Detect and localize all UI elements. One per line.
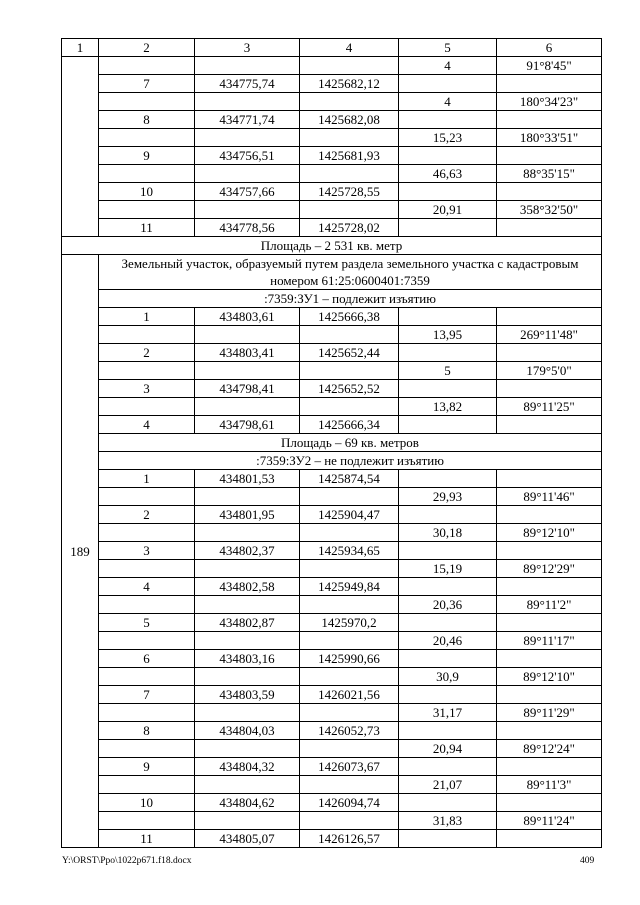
table-row (62, 416, 602, 434)
coord-y: 1425681,93 (300, 147, 399, 165)
distance: 30,18 (399, 524, 497, 542)
coord-y (300, 57, 399, 75)
table-row (62, 201, 602, 219)
table-row (62, 434, 602, 452)
distance: 29,93 (399, 488, 497, 506)
table-row (62, 147, 602, 165)
header-cell: 5 (399, 39, 497, 57)
coord-y (300, 326, 399, 344)
angle-cell (497, 344, 602, 362)
distance-cell (399, 650, 497, 668)
table-row (62, 722, 602, 740)
coord-x (195, 488, 300, 506)
direction-angle: 358°32'50" (497, 201, 602, 219)
header-cell: 3 (195, 39, 300, 57)
table-row (62, 704, 602, 722)
point-number: 4 (99, 416, 195, 434)
distance-cell (399, 794, 497, 812)
table-row (62, 165, 602, 183)
coord-x (195, 812, 300, 830)
table-row (62, 93, 602, 111)
header-cell: 1 (62, 39, 99, 57)
table-row (62, 129, 602, 147)
coord-y: 1425990,66 (300, 650, 399, 668)
table-row (62, 758, 602, 776)
point-number (99, 812, 195, 830)
table-row (62, 812, 602, 830)
distance: 5 (399, 362, 497, 380)
table-row (62, 219, 602, 237)
distance-cell (399, 686, 497, 704)
point-number: 11 (99, 830, 195, 848)
coord-x (195, 704, 300, 722)
angle-cell (497, 470, 602, 488)
direction-angle: 89°12'10" (497, 668, 602, 686)
coord-x: 434798,41 (195, 380, 300, 398)
distance: 13,95 (399, 326, 497, 344)
direction-angle: 269°11'48" (497, 326, 602, 344)
table-row (62, 183, 602, 201)
point-number (99, 93, 195, 111)
coord-y: 1425682,08 (300, 111, 399, 129)
distance-cell (399, 344, 497, 362)
table-row (62, 75, 602, 93)
table-row (62, 111, 602, 129)
table-row (62, 650, 602, 668)
table-row (62, 776, 602, 794)
point-number: 1 (99, 470, 195, 488)
coord-y: 1425904,47 (300, 506, 399, 524)
coord-y: 1425970,2 (300, 614, 399, 632)
distance: 13,82 (399, 398, 497, 416)
distance-cell (399, 758, 497, 776)
distance: 20,91 (399, 201, 497, 219)
direction-angle: 89°11'46" (497, 488, 602, 506)
distance-cell (399, 722, 497, 740)
table-row (62, 560, 602, 578)
coordinates-table (61, 38, 602, 848)
coord-y (300, 632, 399, 650)
coord-x (195, 560, 300, 578)
coord-x (195, 57, 300, 75)
angle-cell (497, 542, 602, 560)
direction-angle: 89°11'25" (497, 398, 602, 416)
subplot-title: :7359:ЗУ1 – подлежит изъятию (99, 290, 602, 308)
angle-cell (497, 758, 602, 776)
coord-x: 434801,95 (195, 506, 300, 524)
point-number (99, 740, 195, 758)
coord-y (300, 488, 399, 506)
coord-x: 434804,62 (195, 794, 300, 812)
distance: 31,83 (399, 812, 497, 830)
distance: 15,23 (399, 129, 497, 147)
header-cell: 2 (99, 39, 195, 57)
angle-cell (497, 614, 602, 632)
direction-angle: 89°11'29" (497, 704, 602, 722)
point-number: 11 (99, 219, 195, 237)
distance-cell (399, 830, 497, 848)
table-row (62, 326, 602, 344)
coord-x (195, 776, 300, 794)
coord-x: 434803,41 (195, 344, 300, 362)
point-number: 8 (99, 722, 195, 740)
coord-x: 434804,32 (195, 758, 300, 776)
entry-number-cell (62, 57, 99, 237)
point-number (99, 668, 195, 686)
table-row (62, 470, 602, 488)
point-number (99, 165, 195, 183)
point-number (99, 57, 195, 75)
coord-y (300, 704, 399, 722)
angle-cell (497, 111, 602, 129)
distance-cell (399, 614, 497, 632)
coord-x (195, 326, 300, 344)
table-row (62, 524, 602, 542)
direction-angle: 89°11'24" (497, 812, 602, 830)
point-number: 3 (99, 542, 195, 560)
coord-y: 1426052,73 (300, 722, 399, 740)
coord-y (300, 740, 399, 758)
table-row (62, 668, 602, 686)
angle-cell (497, 416, 602, 434)
direction-angle: 89°11'17" (497, 632, 602, 650)
coord-y: 1425666,34 (300, 416, 399, 434)
distance-cell (399, 183, 497, 201)
point-number: 2 (99, 506, 195, 524)
coord-y: 1425874,54 (300, 470, 399, 488)
table-row (62, 542, 602, 560)
point-number (99, 632, 195, 650)
coord-x: 434798,61 (195, 416, 300, 434)
coord-x (195, 524, 300, 542)
angle-cell (497, 219, 602, 237)
angle-cell (497, 183, 602, 201)
coord-x: 434802,58 (195, 578, 300, 596)
coord-x: 434803,59 (195, 686, 300, 704)
angle-cell (497, 308, 602, 326)
coord-x: 434775,74 (195, 75, 300, 93)
angle-cell (497, 794, 602, 812)
distance-cell (399, 111, 497, 129)
angle-cell (497, 686, 602, 704)
distance: 20,94 (399, 740, 497, 758)
coord-x: 434802,87 (195, 614, 300, 632)
coord-y: 1425682,12 (300, 75, 399, 93)
angle-cell (497, 830, 602, 848)
coord-y (300, 398, 399, 416)
page-number: 409 (580, 856, 595, 866)
table-row (62, 308, 602, 326)
point-number (99, 596, 195, 614)
distance: 4 (399, 93, 497, 111)
entry-title: Земельный участок, образуемый путем раздела земельного участка с кадастровым номером 61:25:0600401:7359 (99, 255, 602, 290)
distance: 30,9 (399, 668, 497, 686)
point-number (99, 776, 195, 794)
distance-cell (399, 506, 497, 524)
point-number (99, 129, 195, 147)
angle-cell (497, 650, 602, 668)
point-number (99, 398, 195, 416)
distance: 15,19 (399, 560, 497, 578)
coord-y (300, 524, 399, 542)
coord-y (300, 812, 399, 830)
distance-cell (399, 147, 497, 165)
coord-x (195, 165, 300, 183)
point-number: 6 (99, 650, 195, 668)
direction-angle: 89°11'3" (497, 776, 602, 794)
coord-x: 434801,53 (195, 470, 300, 488)
table-row (62, 686, 602, 704)
direction-angle: 89°11'2" (497, 596, 602, 614)
subplot-title: :7359:ЗУ2 – не подлежит изъятию (99, 452, 602, 470)
angle-cell (497, 578, 602, 596)
distance: 31,17 (399, 704, 497, 722)
table-row (62, 632, 602, 650)
table-row (62, 614, 602, 632)
point-number: 9 (99, 758, 195, 776)
distance-cell (399, 75, 497, 93)
coord-x (195, 740, 300, 758)
point-number: 9 (99, 147, 195, 165)
header-cell: 6 (497, 39, 602, 57)
point-number: 7 (99, 75, 195, 93)
header-row (62, 39, 602, 57)
coord-y (300, 668, 399, 686)
coord-y (300, 596, 399, 614)
coord-y (300, 560, 399, 578)
point-number (99, 524, 195, 542)
coord-y: 1425728,02 (300, 219, 399, 237)
coord-y: 1425652,44 (300, 344, 399, 362)
coord-y: 1425934,65 (300, 542, 399, 560)
table-row (62, 452, 602, 470)
table-row (62, 488, 602, 506)
direction-angle: 89°12'29" (497, 560, 602, 578)
direction-angle: 180°33'51" (497, 129, 602, 147)
direction-angle: 88°35'15" (497, 165, 602, 183)
coord-x (195, 93, 300, 111)
table-row (62, 344, 602, 362)
table-row (62, 740, 602, 758)
distance-cell (399, 542, 497, 560)
footer-file-path: Y:\ORST\Ppo\1022p671.f18.docx (62, 856, 192, 866)
angle-cell (497, 506, 602, 524)
point-number (99, 488, 195, 506)
coord-x: 434757,66 (195, 183, 300, 201)
table-row (62, 506, 602, 524)
coord-x: 434803,16 (195, 650, 300, 668)
distance: 20,36 (399, 596, 497, 614)
header-cell: 4 (300, 39, 399, 57)
coord-y: 1426126,57 (300, 830, 399, 848)
point-number: 5 (99, 614, 195, 632)
table-row (62, 596, 602, 614)
distance-cell (399, 416, 497, 434)
angle-cell (497, 75, 602, 93)
point-number (99, 362, 195, 380)
coord-x (195, 632, 300, 650)
coord-y: 1426073,67 (300, 758, 399, 776)
area-summary: Площадь – 69 кв. метров (99, 434, 602, 452)
coord-y: 1425728,55 (300, 183, 399, 201)
coord-x: 434804,03 (195, 722, 300, 740)
distance-cell (399, 470, 497, 488)
distance: 4 (399, 57, 497, 75)
coord-x: 434803,61 (195, 308, 300, 326)
table-row (62, 255, 602, 290)
point-number: 10 (99, 794, 195, 812)
table-row (62, 57, 602, 75)
area-summary: Площадь – 2 531 кв. метр (62, 237, 602, 255)
point-number: 7 (99, 686, 195, 704)
direction-angle: 91°8'45" (497, 57, 602, 75)
coord-x (195, 596, 300, 614)
point-number (99, 201, 195, 219)
distance: 46,63 (399, 165, 497, 183)
distance: 20,46 (399, 632, 497, 650)
distance-cell (399, 380, 497, 398)
table-row (62, 380, 602, 398)
point-number: 10 (99, 183, 195, 201)
coord-x (195, 362, 300, 380)
point-number (99, 560, 195, 578)
point-number: 2 (99, 344, 195, 362)
point-number (99, 326, 195, 344)
coord-x (195, 398, 300, 416)
coord-y: 1426094,74 (300, 794, 399, 812)
direction-angle: 180°34'23" (497, 93, 602, 111)
table-row (62, 362, 602, 380)
table-row (62, 794, 602, 812)
coord-y: 1425652,52 (300, 380, 399, 398)
coord-y: 1425949,84 (300, 578, 399, 596)
coord-x (195, 668, 300, 686)
angle-cell (497, 147, 602, 165)
point-number: 8 (99, 111, 195, 129)
coord-x (195, 201, 300, 219)
coord-x: 434756,51 (195, 147, 300, 165)
coord-x: 434771,74 (195, 111, 300, 129)
point-number: 1 (99, 308, 195, 326)
coord-y (300, 201, 399, 219)
coord-x: 434805,07 (195, 830, 300, 848)
point-number: 4 (99, 578, 195, 596)
coord-x: 434802,37 (195, 542, 300, 560)
coord-y: 1425666,38 (300, 308, 399, 326)
distance-cell (399, 219, 497, 237)
entry-number: 189 (62, 255, 99, 848)
direction-angle: 89°12'10" (497, 524, 602, 542)
table-row (62, 578, 602, 596)
coord-y (300, 93, 399, 111)
table-row (62, 830, 602, 848)
coord-y (300, 362, 399, 380)
point-number: 3 (99, 380, 195, 398)
point-number (99, 704, 195, 722)
distance-cell (399, 578, 497, 596)
direction-angle: 89°12'24" (497, 740, 602, 758)
direction-angle: 179°5'0" (497, 362, 602, 380)
table-row (62, 290, 602, 308)
coord-y (300, 165, 399, 183)
table-row (62, 398, 602, 416)
table-row (62, 237, 602, 255)
coord-x (195, 129, 300, 147)
coord-x: 434778,56 (195, 219, 300, 237)
distance-cell (399, 308, 497, 326)
distance: 21,07 (399, 776, 497, 794)
coord-y (300, 776, 399, 794)
angle-cell (497, 380, 602, 398)
coord-y: 1426021,56 (300, 686, 399, 704)
coord-y (300, 129, 399, 147)
angle-cell (497, 722, 602, 740)
